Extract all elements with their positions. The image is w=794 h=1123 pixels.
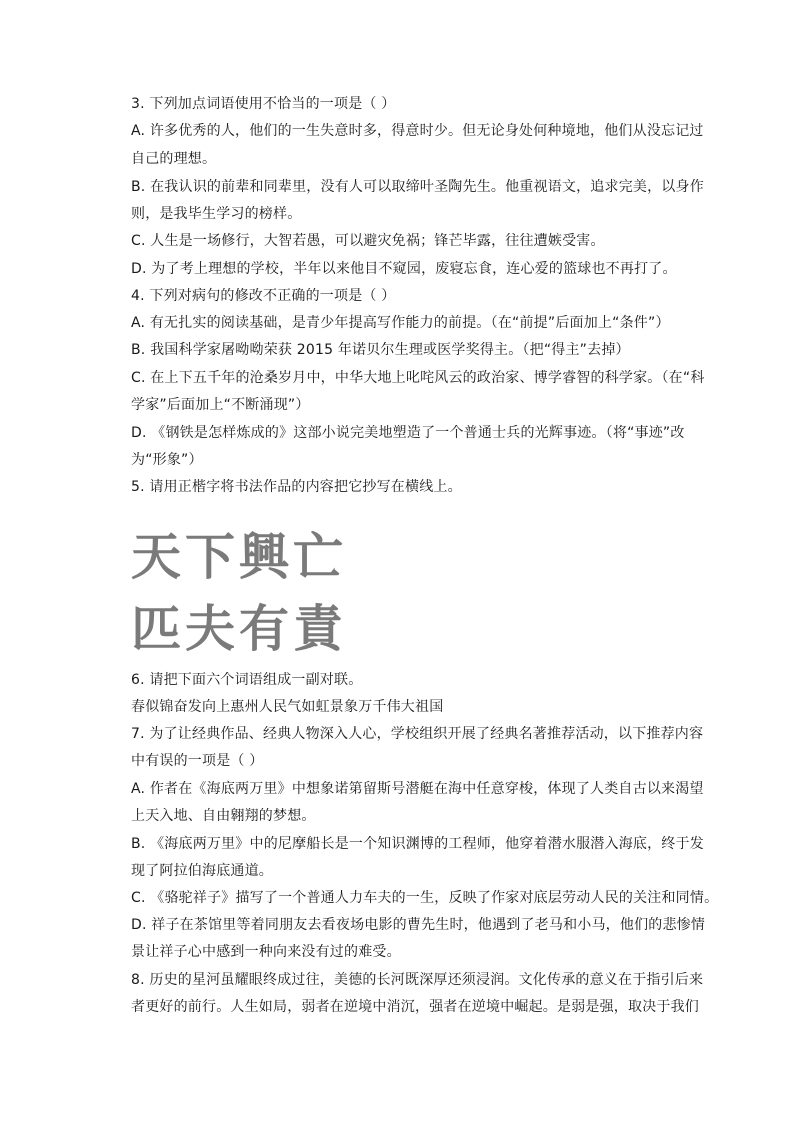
q3-option-a-cont: 自己的理想。 <box>131 151 217 167</box>
q4-stem: 4. 下列对病句的修改不正确的一项是（ ） <box>131 288 396 304</box>
q4-option-d: D. 《钢铁是怎样炼成的》这部小说完美地塑造了一个普通士兵的光辉事迹。（将“事迹”改 <box>131 425 685 441</box>
q4-option-b: B. 我国科学家屠呦呦荣获 2015 年诺贝尔生理或医学奖得主。（把“得主”去掉） <box>131 342 630 358</box>
q7-option-a: A. 作者在《海底两万里》中想象诺第留斯号潜艇在海中任意穿梭，体现了人类自古以来渴望 <box>131 781 704 797</box>
q4-option-a: A. 有无扎实的阅读基础，是青少年提高写作能力的前提。（在“前提”后面加上“条件”） <box>131 315 670 331</box>
q7-option-b-cont: 现了阿拉伯海底通道。 <box>131 863 273 879</box>
q3-option-b: B. 在我认识的前辈和同辈里，没有人可以取缔叶圣陶先生。他重视语文，追求完美，以身作 <box>131 179 704 195</box>
q7-option-a-cont: 上天入地、自由翱翔的梦想。 <box>131 808 316 824</box>
q4-option-d-cont: 为“形象”） <box>131 452 203 468</box>
q3-option-b-cont: 则，是我毕生学习的榜样。 <box>131 206 302 222</box>
q3-option-a: A. 许多优秀的人，他们的一生失意时多，得意时少。但无论身处何种境地，他们从没忘记过 <box>131 123 704 139</box>
q7-option-b: B. 《海底两万里》中的尼摩船长是一个知识渊博的工程师，他穿着潜水服潜入海底，终于发 <box>131 836 704 852</box>
q8-text-cont: 者更好的前行。人生如局，弱者在逆境中消沉，强者在逆境中崛起。是弱是强，取决于我们 <box>131 999 699 1015</box>
q3-option-c: C. 人生是一场修行，大智若愚，可以避灾免祸；锋芒毕露，往往遭嫉受害。 <box>131 233 605 249</box>
q3-stem: 3. 下列加点词语使用不恰当的一项是（ ） <box>131 96 396 112</box>
q7-option-c: C. 《骆驼祥子》描写了一个普通人力车夫的一生，反映了作家对底层劳动人民的关注和同情。 <box>131 890 719 906</box>
q7-stem: 7. 为了让经典作品、经典人物深入人心，学校组织开展了经典名著推荐活动，以下推荐内容 <box>131 726 704 742</box>
q4-option-c-cont: 学家”后面加上“不断涌现”） <box>131 397 310 413</box>
q5-stem: 5. 请用正楷字将书法作品的内容把它抄写在横线上。 <box>131 479 462 495</box>
calligraphy-row-1: 天下興亡 <box>131 527 346 586</box>
q6-stem: 6. 请把下面六个词语组成一副对联。 <box>131 672 363 688</box>
q7-stem-cont: 中有误的一项是（ ） <box>131 753 264 769</box>
q6-words: 春似锦奋发向上惠州人民气如虹景象万千伟大祖国 <box>131 699 444 715</box>
q8-text: 8. 历史的星河虽耀眼终成过往，美德的长河既深厚还须浸润。文化传承的意义在于指引后来 <box>131 972 704 988</box>
q4-option-c: C. 在上下五千年的沧桑岁月中，中华大地上叱咤风云的政治家、博学睿智的科学家。（在“科 <box>131 370 705 386</box>
calligraphy-image <box>131 522 346 652</box>
calligraphy-row-2: 匹夫有責 <box>131 599 346 652</box>
q7-option-d: D. 祥子在茶馆里等着同朋友去看夜场电影的曹先生时，他遇到了老马和小马，他们的悲惨情 <box>131 917 706 933</box>
q3-option-d: D. 为了考上理想的学校，半年以来他目不窥园，废寝忘食，连心爱的篮球也不再打了。 <box>131 261 677 277</box>
q7-option-d-cont: 景让祥子心中感到一种向来没有过的难受。 <box>131 944 401 960</box>
